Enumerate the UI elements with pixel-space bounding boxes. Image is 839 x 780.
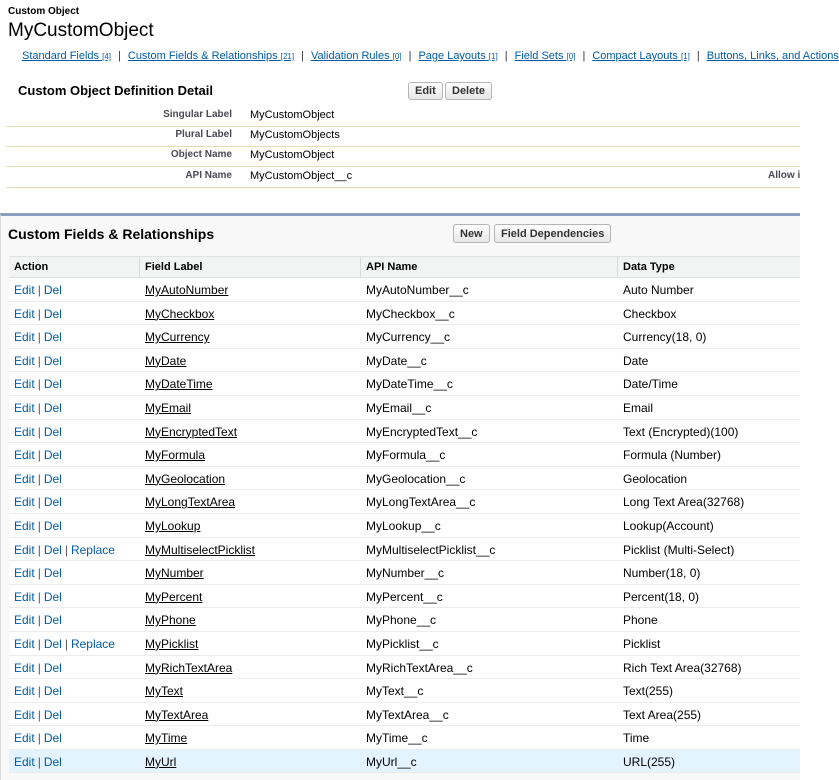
- detail-field-label: Plural Label: [175, 129, 232, 140]
- field-label-link[interactable]: MyTextArea: [145, 707, 209, 722]
- delete-link[interactable]: Del: [43, 306, 62, 321]
- related-link-count: [1]: [680, 52, 690, 61]
- field-data-type: Formula (Number): [623, 448, 722, 463]
- row-actions: [14, 637, 115, 651]
- field-data-type: Text (Encrypted)(100): [623, 424, 739, 439]
- detail-field-value: MyCustomObject: [250, 109, 335, 121]
- action-separator: |: [37, 518, 41, 533]
- field-data-type: Number(18, 0): [623, 566, 701, 581]
- row-actions: [14, 472, 62, 486]
- field-data-type: Text Area(255): [623, 707, 702, 722]
- related-link-count: [0]: [566, 52, 576, 61]
- edit-link[interactable]: Edit: [14, 589, 35, 604]
- delete-link[interactable]: Del: [43, 613, 62, 628]
- action-separator: |: [37, 400, 41, 415]
- field-label-link[interactable]: MyPhone: [145, 613, 196, 628]
- field-data-type: Phone: [623, 613, 658, 628]
- edit-link[interactable]: Edit: [14, 613, 35, 628]
- action-separator: |: [37, 377, 41, 392]
- table-row: [9, 349, 800, 373]
- field-api-name: MyDateTime__c: [366, 377, 453, 392]
- delete-link[interactable]: Del: [43, 471, 62, 486]
- field-api-name: MyCurrency__c: [366, 330, 451, 345]
- field-api-name: MyDate__c: [366, 353, 427, 368]
- table-row: [9, 443, 800, 467]
- field-data-type: Picklist: [623, 636, 661, 651]
- action-separator: |: [37, 283, 41, 297]
- field-data-type: Date: [623, 353, 649, 368]
- link-separator: |: [582, 50, 586, 62]
- edit-link[interactable]: Edit: [14, 471, 35, 486]
- row-actions: [14, 307, 62, 321]
- edit-link[interactable]: Edit: [14, 542, 35, 557]
- delete-link[interactable]: Del: [43, 684, 62, 699]
- field-dependencies-button[interactable]: Field Dependencies: [494, 224, 611, 243]
- detail-field-label-truncated: Allow i: [768, 170, 801, 181]
- edit-link[interactable]: Edit: [14, 400, 35, 415]
- table-row: [9, 585, 800, 609]
- link-separator: |: [118, 50, 121, 62]
- table-row: [9, 726, 800, 750]
- row-actions: [14, 354, 62, 368]
- delete-object-button[interactable]: Delete: [445, 82, 492, 100]
- delete-link[interactable]: Del: [43, 448, 62, 463]
- related-link-label: Compact Layouts: [592, 50, 678, 62]
- related-link[interactable]: [22, 50, 111, 62]
- edit-link[interactable]: Edit: [14, 731, 35, 746]
- table-row: [9, 490, 800, 514]
- field-label-link[interactable]: MyGeolocation: [145, 471, 226, 486]
- delete-link[interactable]: Del: [43, 542, 62, 557]
- detail-row-plural-label: [6, 126, 800, 147]
- related-link-label: Custom Fields & Relationships: [127, 50, 278, 62]
- edit-link[interactable]: Edit: [14, 660, 35, 675]
- field-api-name: MyFormula__c: [366, 448, 446, 463]
- action-separator: |: [37, 754, 41, 769]
- table-row: [9, 372, 800, 396]
- table-row: [9, 467, 800, 491]
- action-separator: |: [37, 471, 41, 486]
- field-label-link[interactable]: MyCurrency: [145, 330, 210, 345]
- detail-field-value: MyCustomObjects: [250, 129, 340, 141]
- row-actions: [14, 519, 62, 533]
- field-api-name: MyPicklist__c: [366, 636, 439, 651]
- delete-link[interactable]: Del: [43, 330, 62, 345]
- field-label-link[interactable]: MyAutoNumber: [145, 283, 229, 297]
- action-separator: |: [37, 306, 41, 321]
- field-api-name: MyAutoNumber__c: [366, 283, 469, 297]
- field-label-link[interactable]: MyFormula: [145, 448, 206, 463]
- row-actions: [14, 283, 62, 297]
- row-actions: [14, 495, 62, 509]
- field-api-name: MyEmail__c: [366, 400, 432, 415]
- column-header-field-label[interactable]: Field Label: [139, 257, 202, 278]
- field-label-link[interactable]: MyNumber: [145, 566, 204, 581]
- action-separator: |: [37, 495, 41, 510]
- related-link-count: [1]: [488, 52, 498, 61]
- delete-link[interactable]: Del: [43, 731, 62, 746]
- edit-link[interactable]: Edit: [14, 518, 35, 533]
- table-row: [9, 632, 800, 656]
- field-data-type: Long Text Area(32768): [623, 495, 745, 510]
- table-row: [9, 703, 800, 727]
- replace-link[interactable]: Replace: [70, 542, 115, 557]
- object-type-label: Custom Object: [8, 6, 80, 17]
- action-separator: |: [37, 566, 41, 581]
- delete-link[interactable]: Del: [43, 636, 62, 651]
- page-header: [8, 6, 154, 43]
- field-api-name: MyPercent__c: [366, 589, 443, 604]
- field-label-link[interactable]: MyMultiselectPicklist: [145, 542, 256, 557]
- table-row: [9, 608, 800, 632]
- related-link[interactable]: [707, 50, 839, 62]
- field-data-type: URL(255): [623, 754, 676, 769]
- row-actions: [14, 661, 62, 675]
- edit-link[interactable]: Edit: [14, 636, 35, 651]
- edit-link[interactable]: Edit: [14, 566, 35, 581]
- delete-link[interactable]: Del: [43, 660, 62, 675]
- field-data-type: Currency(18, 0): [623, 330, 707, 345]
- action-separator: |: [37, 424, 41, 439]
- field-data-type: Text(255): [623, 684, 674, 699]
- table-row: [9, 278, 800, 302]
- row-actions: [14, 377, 62, 391]
- action-separator: |: [37, 330, 41, 345]
- delete-link[interactable]: Del: [43, 353, 62, 368]
- action-separator: |: [37, 684, 41, 699]
- table-row: [9, 514, 800, 538]
- link-separator: |: [504, 50, 508, 62]
- column-header-data-type[interactable]: Data Type: [617, 257, 675, 278]
- field-data-type: Rich Text Area(32768): [623, 660, 742, 675]
- new-field-button[interactable]: New: [453, 224, 490, 243]
- related-link-label: Validation Rules: [310, 50, 390, 62]
- edit-link[interactable]: Edit: [14, 283, 35, 297]
- edit-link[interactable]: Edit: [14, 306, 35, 321]
- page-title: MyCustomObject: [8, 20, 154, 41]
- table-row: [9, 679, 800, 703]
- custom-fields-title: Custom Fields & Relationships: [8, 226, 215, 242]
- row-actions: [14, 401, 62, 415]
- action-separator: |: [37, 636, 41, 651]
- edit-link[interactable]: Edit: [14, 353, 35, 368]
- row-actions: [14, 731, 62, 745]
- field-api-name: MyTextArea__c: [366, 707, 449, 722]
- field-api-name: MyUrl__c: [366, 754, 417, 769]
- link-separator: |: [408, 50, 412, 62]
- related-link-label: Field Sets: [514, 50, 564, 62]
- row-actions: [14, 708, 62, 722]
- related-list-links: [22, 49, 839, 63]
- field-data-type: Geolocation: [623, 471, 688, 486]
- related-link-label: Page Layouts: [418, 50, 486, 62]
- link-separator: |: [301, 50, 304, 62]
- delete-link[interactable]: Del: [43, 400, 62, 415]
- related-link[interactable]: [418, 50, 497, 62]
- delete-link[interactable]: Del: [43, 518, 62, 533]
- field-data-type: Date/Time: [623, 377, 678, 392]
- field-api-name: MyText__c: [366, 684, 424, 699]
- field-label-link[interactable]: MyDateTime: [145, 377, 213, 392]
- field-data-type: Picklist (Multi-Select): [623, 542, 735, 557]
- related-link[interactable]: [592, 50, 690, 62]
- detail-field-label: Singular Label: [163, 109, 232, 120]
- delete-link[interactable]: Del: [43, 377, 62, 392]
- edit-link[interactable]: Edit: [14, 754, 35, 769]
- action-separator: |: [37, 660, 41, 675]
- table-row: [9, 420, 800, 444]
- field-api-name: MyPhone__c: [366, 613, 437, 628]
- field-label-link[interactable]: MyLongTextArea: [145, 495, 236, 510]
- field-label-link[interactable]: MyRichTextArea: [145, 660, 233, 675]
- edit-object-button[interactable]: Edit: [408, 82, 443, 100]
- related-link[interactable]: [311, 50, 402, 62]
- field-data-type: Lookup(Account): [623, 518, 714, 533]
- replace-link[interactable]: Replace: [70, 636, 115, 651]
- related-link[interactable]: [515, 50, 576, 62]
- detail-row-object-name: [6, 146, 800, 167]
- field-label-link[interactable]: MyUrl: [145, 754, 177, 769]
- detail-field-label: API Name: [185, 170, 232, 181]
- edit-link[interactable]: Edit: [14, 377, 35, 392]
- action-separator: |: [64, 542, 68, 557]
- table-header: [9, 256, 800, 278]
- edit-link[interactable]: Edit: [14, 448, 35, 463]
- field-data-type: Email: [623, 400, 654, 415]
- field-label-link[interactable]: MyEncryptedText: [145, 424, 238, 439]
- action-separator: |: [37, 448, 41, 463]
- action-separator: |: [37, 353, 41, 368]
- column-header-api-name[interactable]: API Name: [360, 257, 417, 278]
- field-api-name: MyNumber__c: [366, 566, 445, 581]
- field-label-link[interactable]: MyPercent: [145, 589, 203, 604]
- field-api-name: MyCheckbox__c: [366, 306, 455, 321]
- related-link-label: Standard Fields: [22, 50, 100, 62]
- table-row: [9, 302, 800, 326]
- action-separator: |: [37, 613, 41, 628]
- field-label-link[interactable]: MyText: [145, 684, 184, 699]
- table-row: [9, 656, 800, 680]
- field-label-link[interactable]: MyPicklist: [145, 636, 199, 651]
- edit-link[interactable]: Edit: [14, 495, 35, 510]
- field-data-type: Checkbox: [623, 306, 677, 321]
- delete-link[interactable]: Del: [43, 707, 62, 722]
- detail-field-label: Object Name: [170, 149, 232, 160]
- field-api-name: MyRichTextArea__c: [366, 660, 473, 675]
- table-row: [9, 325, 800, 349]
- detail-row-singular-label: [6, 106, 800, 127]
- field-label-link[interactable]: MyCheckbox: [145, 306, 215, 321]
- row-actions: [14, 755, 62, 769]
- field-label-link[interactable]: MyEmail: [145, 400, 192, 415]
- row-actions: [14, 566, 62, 580]
- column-header-action: Action: [14, 261, 49, 273]
- field-api-name: MyEncryptedText__c: [366, 424, 478, 439]
- action-separator: |: [64, 636, 68, 651]
- detail-row-api-name: [6, 167, 800, 188]
- row-actions: [14, 590, 62, 604]
- action-separator: |: [37, 707, 41, 722]
- detail-field-value: MyCustomObject__c: [250, 170, 353, 182]
- edit-link[interactable]: Edit: [14, 330, 35, 345]
- row-actions: [14, 684, 62, 698]
- row-actions: [14, 543, 115, 557]
- delete-link[interactable]: Del: [43, 589, 62, 604]
- link-separator: |: [696, 50, 700, 62]
- edit-link[interactable]: Edit: [14, 684, 35, 699]
- delete-link[interactable]: Del: [43, 566, 62, 581]
- related-link-label: Buttons, Links, and Actions: [706, 50, 839, 62]
- table-row: [9, 561, 800, 585]
- related-link-count: [0]: [392, 52, 402, 61]
- edit-link[interactable]: Edit: [14, 424, 35, 439]
- edit-link[interactable]: Edit: [14, 707, 35, 722]
- delete-link[interactable]: Del: [43, 424, 62, 439]
- action-separator: |: [37, 542, 41, 557]
- table-row: [9, 538, 800, 562]
- row-actions: [14, 330, 62, 344]
- table-row: [9, 396, 800, 420]
- field-api-name: MyGeolocation__c: [366, 471, 466, 486]
- field-label-link[interactable]: MyLookup: [145, 518, 201, 533]
- delete-link[interactable]: Del: [43, 495, 62, 510]
- action-separator: |: [37, 589, 41, 604]
- field-api-name: MyTime__c: [366, 731, 428, 746]
- field-data-type: Percent(18, 0): [623, 589, 700, 604]
- field-api-name: MyMultiselectPicklist__c: [366, 542, 496, 557]
- custom-fields-table: [9, 278, 800, 773]
- row-actions: [14, 425, 62, 439]
- field-data-type: Auto Number: [623, 283, 694, 297]
- field-data-type: Time: [623, 731, 650, 746]
- field-api-name: MyLookup__c: [366, 518, 441, 533]
- field-api-name: MyLongTextArea__c: [366, 495, 476, 510]
- definition-detail-title: Custom Object Definition Detail: [18, 83, 214, 98]
- row-actions: [14, 613, 62, 627]
- table-row: [9, 750, 800, 774]
- field-label-link[interactable]: MyDate: [145, 353, 187, 368]
- delete-link[interactable]: Del: [43, 754, 62, 769]
- row-actions: [14, 448, 62, 462]
- field-label-link[interactable]: MyTime: [145, 731, 188, 746]
- related-link-count: [21]: [280, 52, 295, 61]
- delete-link[interactable]: Del: [43, 283, 62, 297]
- related-link[interactable]: [128, 50, 294, 62]
- action-separator: |: [37, 731, 41, 746]
- detail-field-value: MyCustomObject: [250, 149, 335, 161]
- related-link-count: [4]: [102, 52, 112, 61]
